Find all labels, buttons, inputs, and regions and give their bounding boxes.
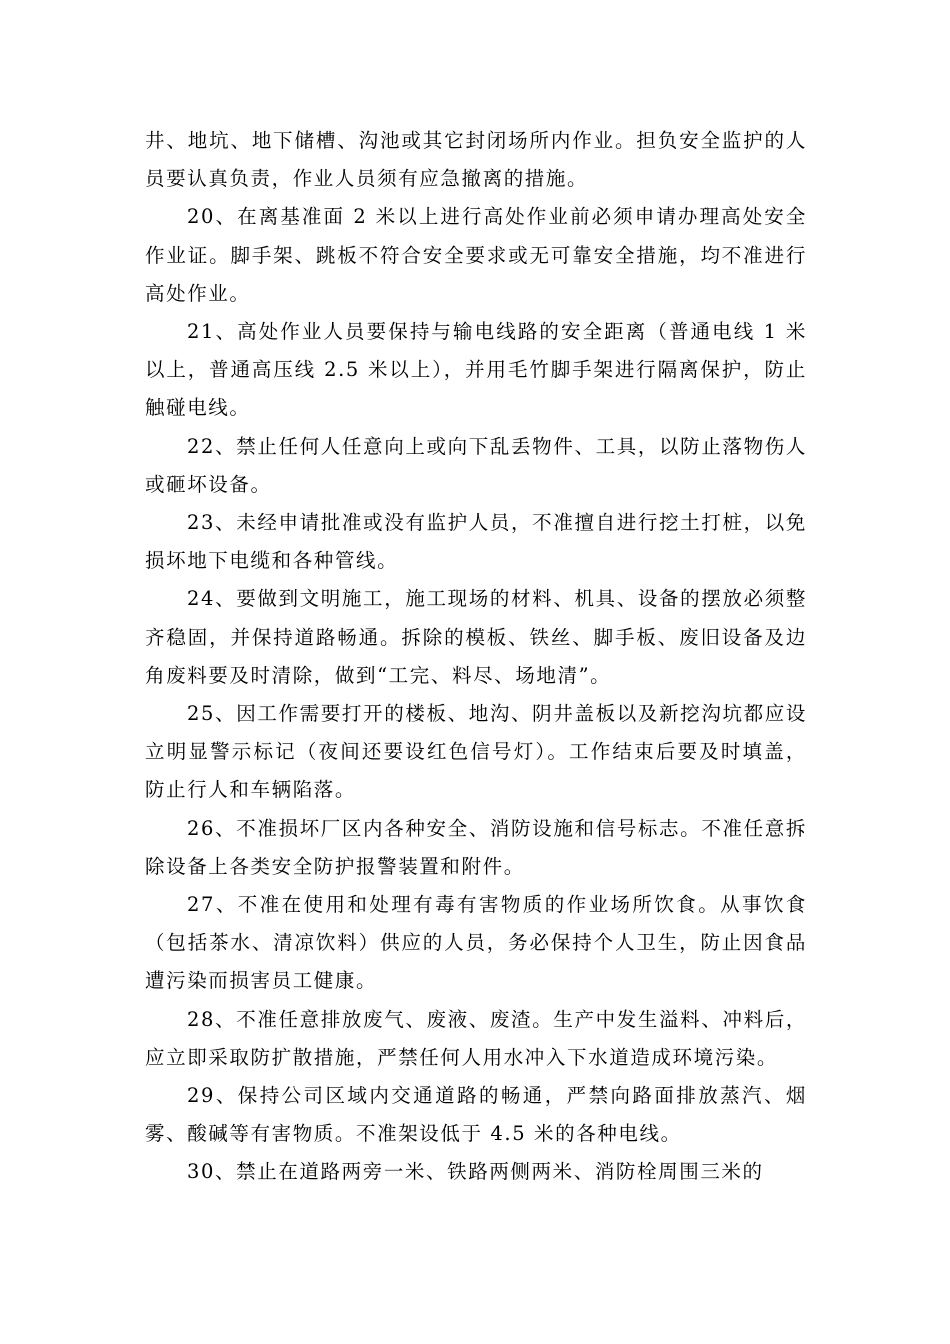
paragraph-rule-26: 26、不准损坏厂区内各种安全、消防设施和信号标志。不准任意拆除设备上各类安全防护报警装置和附件。 [145,816,807,878]
paragraph-rule-25: 25、因工作需要打开的楼板、地沟、阴井盖板以及新挖沟坑都应设立明显警示标记（夜间还要设红色信号灯）。工作结束后要及时填盖，防止行人和车辆陷落。 [145,702,807,802]
paragraph-rule-22: 22、禁止任何人任意向上或向下乱丢物件、工具，以防止落物伤人或砸坏设备。 [145,434,807,496]
paragraph-rule-30: 30、禁止在道路两旁一米、铁路两侧两米、消防栓周围三米的 [187,1160,764,1184]
paragraph-rule-21: 21、高处作业人员要保持与输电线路的安全距离（普通电线 1 米以上，普通高压线 2.5 米以上），并用毛竹脚手架进行隔离保护，防止触碰电线。 [145,320,807,420]
paragraph-rule-27: 27、不准在使用和处理有毒有害物质的作业场所饮食。从事饮食（包括茶水、清凉饮料）供应的人员，务必保持个人卫生，防止因食品遭污染而损害员工健康。 [145,893,807,993]
paragraph-rule-20: 20、在离基准面 2 米以上进行高处作业前必须申请办理高处安全作业证。脚手架、跳板不符合安全要求或无可靠安全措施，均不准进行高处作业。 [145,205,807,305]
paragraph-continuation: 井、地坑、地下储槽、沟池或其它封闭场所内作业。担负安全监护的人员要认真负责，作业人员须有应急撤离的措施。 [145,129,807,191]
paragraph-rule-29: 29、保持公司区域内交通道路的畅通，严禁向路面排放蒸汽、烟雾、酸碱等有害物质。不准架设低于 4.5 米的各种电线。 [145,1084,807,1146]
paragraph-rule-24: 24、要做到文明施工，施工现场的材料、机具、设备的摆放必须整齐稳固，并保持道路畅通。拆除的模板、铁丝、脚手板、废旧设备及边角废料要及时清除，做到“工完、料尽、场地清”。 [145,587,807,687]
paragraph-rule-23: 23、未经申请批准或没有监护人员，不准擅自进行挖土打桩，以免损坏地下电缆和各种管线。 [145,511,807,573]
paragraph-rule-28: 28、不准任意排放废气、废液、废渣。生产中发生溢料、冲料后，应立即采取防扩散措施，严禁任何人用水冲入下水道造成环境污染。 [145,1007,807,1069]
document-body [145,122,807,1192]
